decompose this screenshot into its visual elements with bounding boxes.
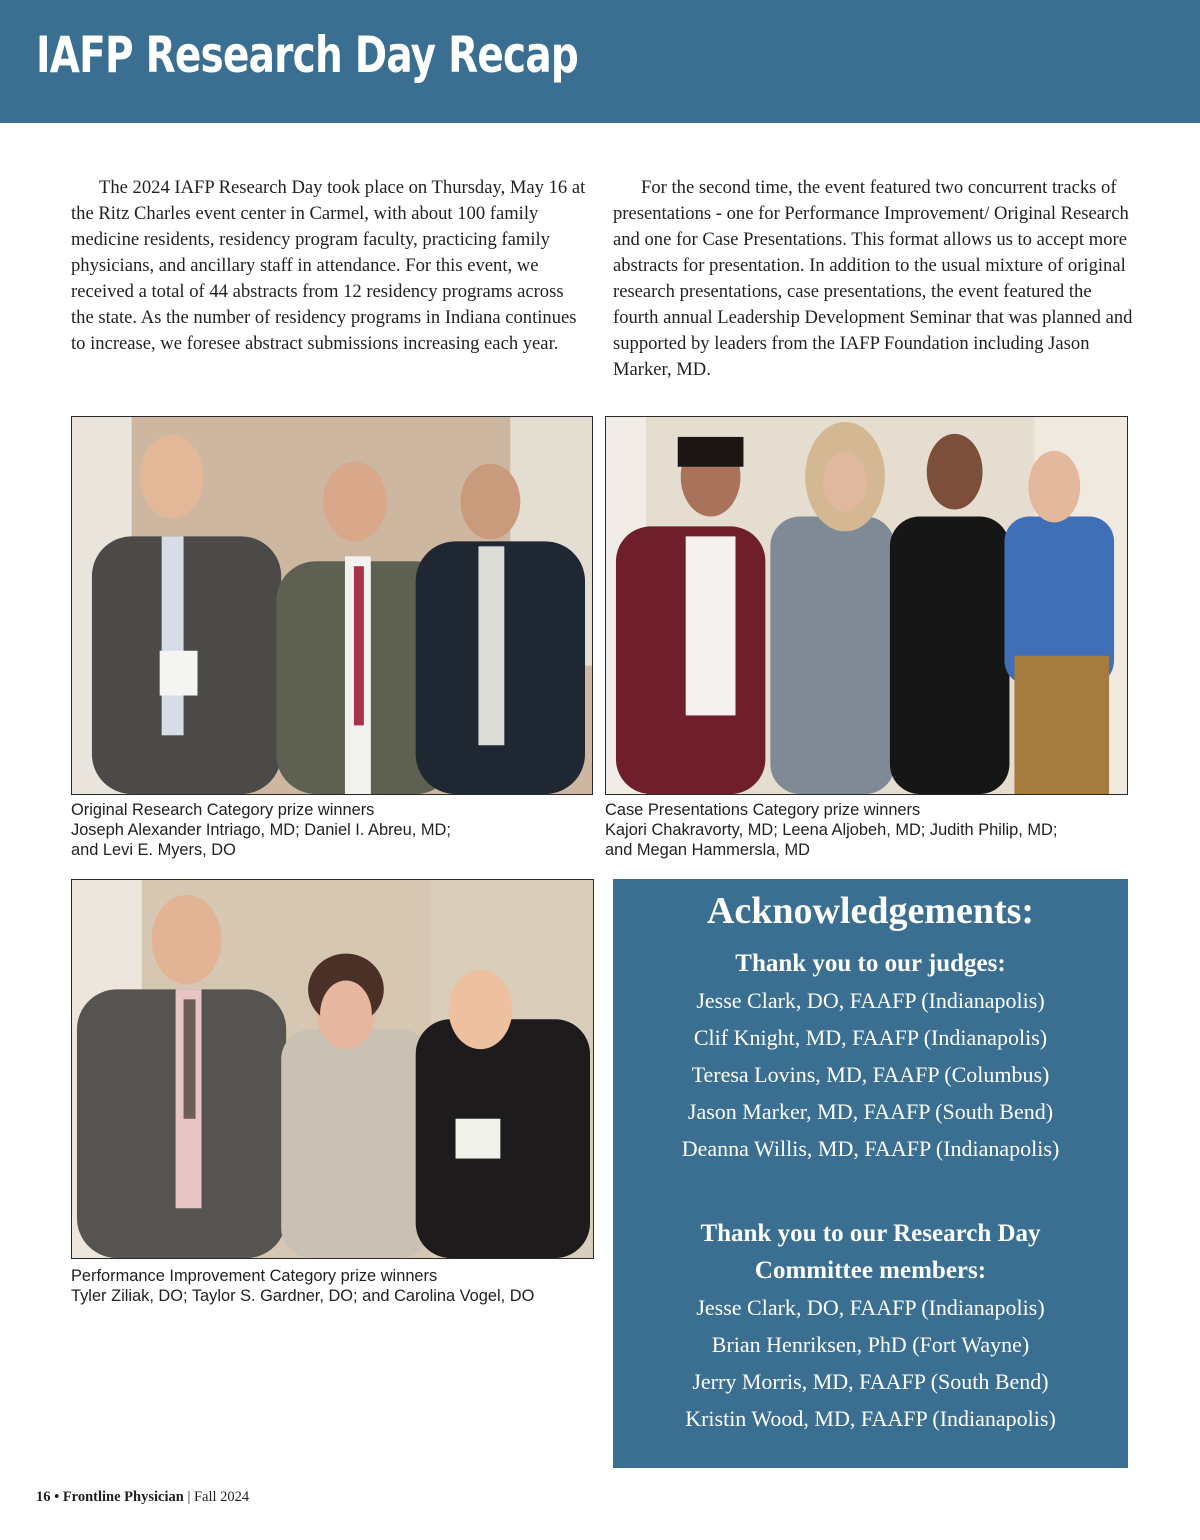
footer-separator: | — [187, 1489, 191, 1505]
caption-title: Case Presentations Category prize winners — [605, 801, 921, 819]
page-number: 16 — [36, 1489, 51, 1505]
intro-left-paragraph: The 2024 IAFP Research Day took place on Thursday, May 16 at the Ritz Charles event center in Carmel, with about 100 family medicine residents, residency program faculty, practicing family physicians, and ancillary staff in attendance. For this event, we received a total of 44 abstracts from 12 residency programs across the state. As the number of residency programs in Indiana continues to increase, we foresee abstract submissions increasing each year. — [71, 177, 586, 354]
judge-name: Jesse Clark, DO, FAAFP (Indianapolis) — [696, 988, 1045, 1013]
caption-original-research — [71, 800, 601, 860]
photo-original-research-winners — [71, 416, 593, 795]
judges-heading: Thank you to our judges: — [735, 950, 1006, 977]
photo-case-presentations-winners — [605, 416, 1128, 795]
caption-title: Original Research Category prize winners — [71, 801, 375, 819]
caption-names: and Megan Hammersla, MD — [605, 841, 810, 859]
page-title: IAFP Research Day Recap — [36, 26, 579, 84]
committee-heading: Thank you to our Research Day — [700, 1220, 1041, 1247]
acknowledgements-box — [613, 879, 1128, 1468]
committee-member-name: Kristin Wood, MD, FAAFP (Indianapolis) — [685, 1406, 1056, 1431]
caption-case-presentations — [605, 800, 1135, 860]
page-header — [0, 0, 1200, 123]
acknowledgements-title: Acknowledgements: — [706, 890, 1035, 932]
judge-name: Clif Knight, MD, FAAFP (Indianapolis) — [693, 1025, 1048, 1050]
footer-bullet: • — [54, 1489, 60, 1505]
judge-name: Jason Marker, MD, FAAFP (South Bend) — [687, 1099, 1054, 1124]
committee-member-name: Jesse Clark, DO, FAAFP (Indianapolis) — [696, 1295, 1045, 1320]
caption-names: Joseph Alexander Intriago, MD; Daniel I. Abreu, MD; — [71, 821, 451, 839]
judges-list — [613, 945, 1128, 1167]
committee-member-name: Brian Henriksen, PhD (Fort Wayne) — [711, 1332, 1030, 1357]
intro-right-paragraph: For the second time, the event featured two concurrent tracks of presentations - one for Performance Improvement/ Original Research and one for Case Presentations. This format allows us to accept more abstracts for presentation. In addition to the usual mixture of original research presentations, case presentations, the event featured the fourth annual Leadership Development Seminar that was planned and supported by leaders from the IAFP Foundation including Jason Marker, MD. — [613, 177, 1133, 380]
publication-name: Frontline Physician — [62, 1489, 184, 1505]
caption-names: and Levi E. Myers, DO — [71, 841, 236, 859]
committee-heading: Committee members: — [754, 1257, 987, 1284]
issue-label: Fall 2024 — [193, 1489, 250, 1505]
caption-title: Performance Improvement Category prize winners — [71, 1267, 438, 1285]
judge-name: Deanna Willis, MD, FAAFP (Indianapolis) — [681, 1136, 1060, 1161]
judge-name: Teresa Lovins, MD, FAAFP (Columbus) — [691, 1062, 1050, 1087]
page-footer — [36, 1489, 249, 1506]
caption-names: Kajori Chakravorty, MD; Leena Aljobeh, MD; Judith Philip, MD; — [605, 821, 1058, 839]
caption-names: Tyler Ziliak, DO; Taylor S. Gardner, DO; and Carolina Vogel, DO — [71, 1287, 535, 1305]
caption-performance-improvement — [71, 1266, 601, 1306]
photo-performance-improvement-winners — [71, 879, 594, 1259]
committee-member-name: Jerry Morris, MD, FAAFP (South Bend) — [692, 1369, 1049, 1394]
committee-list — [613, 1215, 1128, 1437]
